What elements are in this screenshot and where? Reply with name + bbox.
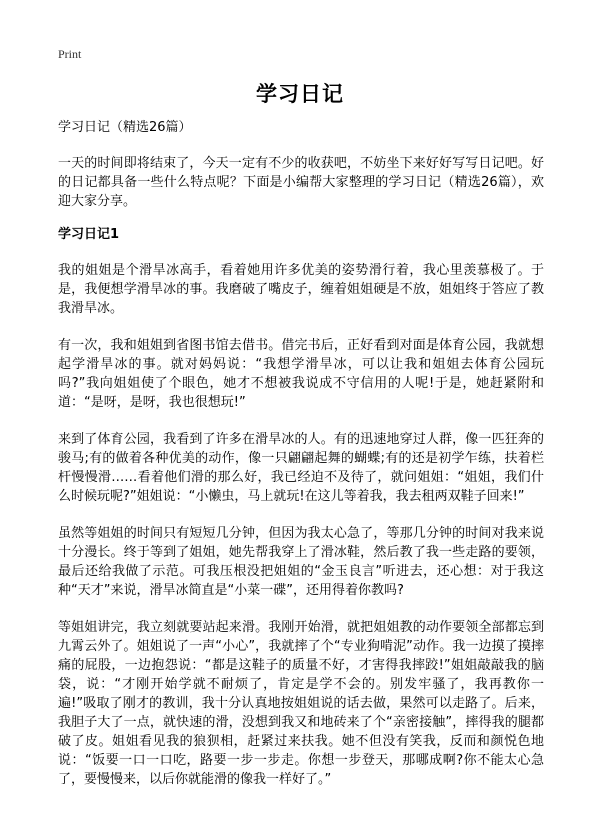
intro-paragraph: 一天的时间即将结束了，今天一定有不少的收获吧，不妨坐下来好好写写日记吧。好的日记都具备一些什么特点呢？下面是小编帮大家整理的学习日记（精选26篇），欢迎大家分享。 bbox=[58, 156, 544, 209]
page-title: 学习日记 bbox=[256, 82, 344, 106]
print-label[interactable]: Print bbox=[58, 47, 82, 61]
body-paragraph: 虽然等姐姐的时间只有短短几分钟，但因为我太心急了，等那几分钟的时间对我来说十分漫长。终于等到了姐姐，她先帮我穿上了滑冰鞋，然后教了我一些走路的要领，最后还给我做了示范。可我压根没把姐姐的“金玉良言”听进去，还心想：对于我这种“天才”来说，滑旱冰简直是“小菜一碟”，还用得着你教吗? bbox=[58, 526, 544, 598]
article-body bbox=[58, 118, 544, 807]
body-paragraph: 等姐姐讲完，我立刻就要站起来滑。我刚开始滑，就把姐姐教的动作要领全部都忘到九霄云外了。姐姐说了一声“小心”，我就摔了个“专业狗啃泥”动作。我一边摸了摸摔痛的屁股，一边抱怨说：“都是这鞋子的质量不好，才害得我摔跤!”姐姐敲敲我的脑袋，说：“才刚开始学就不耐烦了，肯定是学不会的。别发牢骚了，我再教你一遍!”吸取了刚才的教训，我十分认真地按姐姐说的话去做，果然可以走路了。后来，我胆子大了一点，就快速的滑，没想到我又和地砖来了个“亲密接触”，摔得我的腿都破了皮。姐姐看见我的狼狈相，赶紧过来扶我。她不但没有笑我，反而和颜悦色地说：“饭要一口一口吃，路要一步一步走。你想一步登天，那哪成啊?你不能太心急了，要慢慢来，以后你就能滑的像我一样好了。” bbox=[58, 620, 544, 787]
article-subtitle: 学习日记（精选26篇） bbox=[58, 120, 192, 135]
body-paragraph: 有一次，我和姐姐到省图书馆去借书。借完书后，正好看到对面是体育公园，我就想起学滑旱冰的事。就对妈妈说：“我想学滑旱冰，可以让我和姐姐去体育公园玩吗?”我向姐姐使了个眼色，她才不想被我说成不守信用的人呢!于是，她赶紧附和道：“是呀，是呀，我也很想玩!” bbox=[58, 338, 544, 410]
body-paragraph: 来到了体育公园，我看到了许多在滑旱冰的人。有的迅速地穿过人群，像一匹狂奔的骏马;有的做着各种优美的动作，像一只翩翩起舞的蝴蝶;有的还是初学乍练，扶着栏杆慢慢滑……看着他们滑的那么好，我已经迫不及待了，就问姐姐：“姐姐，我们什么时候玩呢?”姐姐说：“小懒虫，马上就玩!在这儿等着我，我去租两双鞋子回来!” bbox=[58, 432, 544, 504]
section-heading: 学习日记1 bbox=[58, 227, 120, 242]
body-paragraph: 我的姐姐是个滑旱冰高手，看着她用许多优美的姿势滑行着，我心里羡慕极了。于是，我便想学滑旱冰的事。我磨破了嘴皮子，缠着姐姐硬是不放，姐姐终于答应了教我滑旱冰。 bbox=[58, 263, 544, 316]
